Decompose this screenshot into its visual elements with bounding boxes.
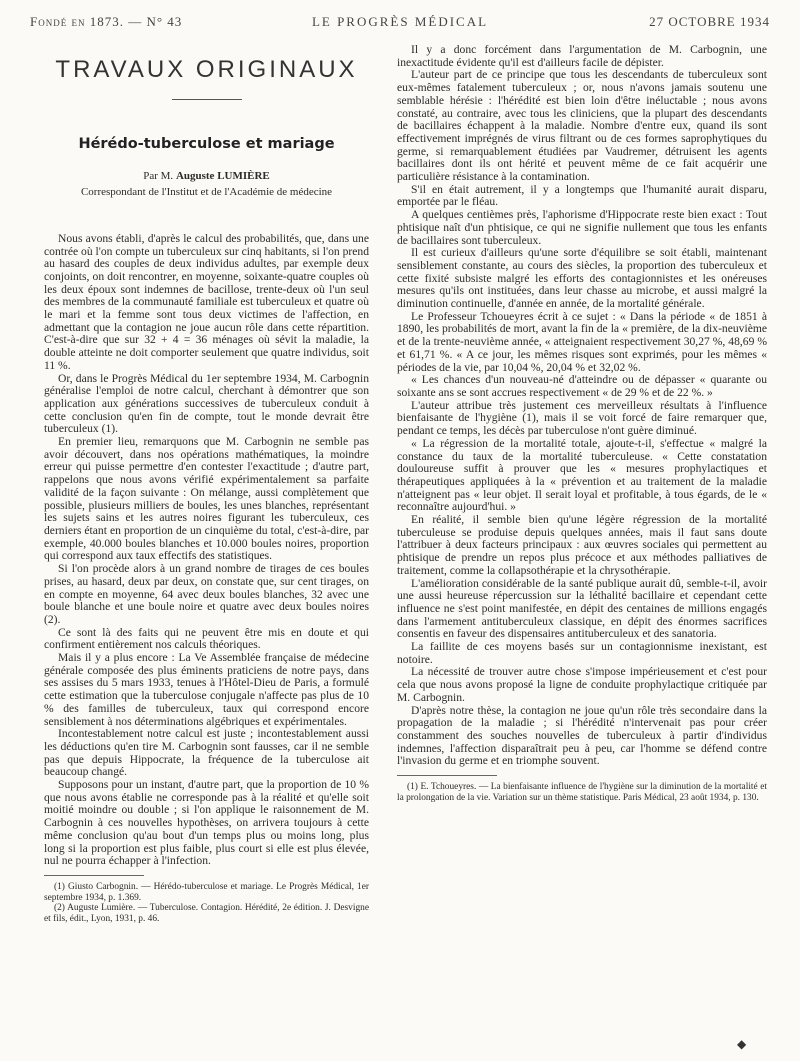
body-paragraph: L'auteur part de ce principe que tous les descendants de tuberculeux sont eux-mêmes fatalement tuberculeux ; or, nous n'avons jamais soutenu une semblable hérésie : l'hérédité est bien loin d'être inéluctable ; nous avons constaté, au contraire, avec tous les cliniciens, que la plupart des descendants de bacillaires échappent à la maladie. Nombre d'entre eux, quand ils sont effectivement imprégnés de virus filtrant ou de ces formes saprophytiques du germe, si remarquablement étudiées par Vaudremer, détruisent les agents bacillaires dont ils ont hérité et peuvent même de ce fait acquérir une particulière résistance à la contamination.	[397, 68, 767, 184]
footnote: (1) E. Tchoueyres. — La bienfaisante influence de l'hygiène sur la diminution de la mortalité et la prolongation de la vie. Variation sur un thème statistique. Paris Médical, 23 août 1934, p. 130.	[397, 782, 767, 803]
body-paragraph: Ce sont là des faits qui ne peuvent être mis en doute et qui confirment entièrement nos calculs théoriques.	[44, 625, 369, 652]
footnote-rule	[44, 875, 144, 876]
body-paragraph: En premier lieu, remarquons que M. Carbognin ne semble pas avoir découvert, dans nos opérations mathématiques, la moindre erreur qui puisse permettre d'en contester l'exactitude ; d'autre part, rappelons que nous avons vérifié expérimentalement sa parfaite validité de la façon suivante : On mélange, aussi complètement que possible, plusieurs milliers de boules, les unes blanches, représentant les sujets sains et les autres noires figurant les tuberculeux, ces derniers étant en proportion de un cinquième du total, c'est-à-dire, par exemple, 40.000 boules blanches et 10.000 boules noires, proportion qui correspond aux taux effectifs des statistiques.	[44, 435, 369, 563]
right-footnotes	[397, 782, 767, 803]
byline-prefix: Par M.	[143, 170, 174, 183]
left-body-text	[44, 233, 369, 868]
body-paragraph: La nécessité de trouver autre chose s'impose impérieusement et c'est pour cela que nous avons proposé la ligne de conduite prophylactique critiquée par M. Carbognin.	[397, 665, 767, 704]
body-paragraph: Nous avons établi, d'après le calcul des probabilités, que, dans une contrée où l'on compte un tuberculeux sur cinq habitants, si l'on prend au hasard des couples de deux individus adultes, par exemple deux conjoints, on doit rencontrer, en moyenne, soixante-quatre couples où les deux époux sont indemnes de bacillose, trente-deux où l'un seul des membres de la communauté familiale est tuberculeux et quatre où le mari et la femme sont tous deux victimes de l'affection, en admettant que la contagion ne joue aucun rôle dans cette répartition. C'est-à-dire que sur 32 + 4 = 36 ménages où sévit la maladie, la double atteinte ne doit comporter seulement que quatre individus, soit 11 %.	[44, 231, 369, 372]
footnote: (2) Auguste Lumière. — Tuberculose. Contagion. Hérédité, 2e édition. J. Desvigne et fils, édit., Lyon, 1931, p. 46.	[44, 903, 369, 924]
body-paragraph: S'il en était autrement, il y a longtemps que l'humanité aurait disparu, emportée par le fléau.	[397, 182, 767, 209]
body-paragraph: La faillite de ces moyens basés sur un contagionnisme inexistant, est notoire.	[397, 640, 767, 666]
end-ornament: ◆	[737, 1037, 747, 1051]
body-paragraph: D'après notre thèse, la contagion ne joue qu'un rôle très secondaire dans la propagation de la maladie ; si l'hérédité n'intervenait pas pour créer constamment des souches nouvelles de tuberculeux à partir d'individus indemnes, l'affection disparaîtrait peu à peu, car l'homme se défend contre l'invasion du germe et en triomphe souvent.	[397, 703, 767, 768]
right-column	[397, 44, 767, 803]
body-paragraph: « Les chances d'un nouveau-né d'atteindre ou de dépasser « quarante ou soixante ans se sont accrues respectivement « de 29 % et de 22 %. »	[397, 373, 767, 399]
header-founded: Fondé en 1873. — N° 43	[30, 14, 183, 29]
footnote: (1) Giusto Carbognin. — Hérédo-tuberculose et mariage. Le Progrès Médical, 1er septembre 1934, p. 1.369.	[44, 881, 369, 903]
body-paragraph: Or, dans le Progrès Médical du 1er septembre 1934, M. Carbognin généralise l'emploi de notre calcul, cherchant à démontrer que son application aux générations successives de tuberculeux conduit à cette conclusion qu'en fin de compte, tout le monde devrait être tuberculeux (1).	[44, 371, 369, 436]
article-title: Hérédo-tuberculose et mariage	[78, 135, 335, 152]
footnote-rule	[397, 775, 497, 776]
running-header	[30, 14, 770, 34]
body-paragraph: En réalité, il semble bien qu'une légère régression de la mortalité tuberculeuse se produise depuis quelques années, mais il faut sans doute l'attribuer à deux facteurs principaux : aux œuvres sociales qui permettent au phtisique de prendre un repos plus précoce et aux méthodes palliatives de traitement, comme la collapsothérapie et la chrysothérapie.	[397, 513, 767, 577]
body-paragraph: Supposons pour un instant, d'autre part, que la proportion de 10 % que nous avons établie ne corresponde pas à la réalité et qu'elle soit moitié moindre ou double ; si l'on applique le raisonnement de M. Carbognin à ces nouvelles hypothèses, on arrivera toujours à cette même conclusion qu'au bout d'un temps plus ou moins long, plus long si la proportion est plus faible, plus court si elle est plus élevée, nul ne pourra échapper à l'infection.	[44, 778, 369, 868]
body-paragraph: Mais il y a plus encore : La Ve Assemblée française de médecine générale composée des plus éminents praticiens de notre pays, dans ses assises du 5 mars 1933, tenues à l'Hôtel-Dieu de Paris, a formulé cette estimation que la tuberculose conjugale n'affecte pas plus de 10 % des familles de tuberculeux, taux qui correspond encore sensiblement à nos déterminations algébriques et expérimentales.	[44, 651, 369, 728]
body-paragraph: Si l'on procède alors à un grand nombre de tirages de ces boules prises, au hasard, deux par deux, on constate que, sur cent tirages, on en compte en moyenne, 64 avec deux boules blanches, 32 avec une boule blanche et une boule noire et quatre avec deux boules noires (2).	[44, 562, 369, 626]
title-rule	[172, 99, 242, 100]
body-paragraph: L'auteur attribue très justement ces merveilleux résultats à l'influence bienfaisante de l'hygiène (1), mais il se voit forcé de faire remarquer que, pendant ce temps, les décès par tuberculose n'ont guère diminué.	[397, 398, 767, 438]
body-paragraph: L'amélioration considérable de la santé publique aurait dû, semble-t-il, avoir une aussi heureuse répercussion sur la léthalité bacillaire et cependant cette influence ne s'est point manifestée, en dépit des centaines de millions engagés dans l'armement antituberculeux classique, en dépit des énormes sacrifices consentis en faveur des dispensaires antituberculeux et des sanatoria.	[397, 576, 767, 641]
left-footnotes	[44, 882, 369, 924]
byline	[44, 170, 369, 183]
author-name: Auguste LUMIÈRE	[175, 170, 270, 183]
section-title: TRAVAUX ORIGINAUX	[55, 56, 358, 83]
header-date: 27 OCTOBRE 1934	[649, 14, 770, 29]
author-affiliation: Correspondant de l'Institut et de l'Académie de médecine	[80, 186, 333, 199]
journal-title: LE PROGRÈS MÉDICAL	[311, 14, 489, 29]
body-paragraph: Il est curieux d'ailleurs qu'une sorte d'équilibre se soit établi, maintenant sensiblement constante, au cours des siècles, la proportion des tuberculeux et cette fixité subsiste malgré les efforts des contagionnistes et les onéreuses mesures qu'ils ont instituées, dans leur chasse au microbe, et aussi malgré la diminution continuelle, d'année en année, de la mortalité générale.	[397, 246, 767, 311]
body-paragraph: « La régression de la mortalité totale, ajoute-t-il, s'effectue « malgré la constance du taux de la mortalité tuberculeuse. « Cette constatation douloureuse suffit à prouver que les « mesures prophylactiques et thérapeutiques appliquées à la « prévention et au traitement de la maladie n'atteignent pas « leur objet. Il serait loyal et profitable, à tous égards, de le « reconnaître aujourd'hui. »	[397, 436, 767, 514]
body-paragraph: Il y a donc forcément dans l'argumentation de M. Carbognin, une inexactitude évidente qu'il est d'ailleurs facile de dépister.	[397, 43, 767, 69]
right-body-text	[397, 44, 767, 768]
body-paragraph: Incontestablement notre calcul est juste ; incontestablement aussi les déductions qu'en tire M. Carbognin sont fausses, car il ne semble pas que depuis Hippocrate, la fréquence de la tuberculose ait beaucoup changé.	[44, 727, 369, 779]
left-column	[44, 44, 369, 924]
body-paragraph: A quelques centièmes près, l'aphorisme d'Hippocrate reste bien exact : Tout phtisique naît d'un phtisique, ce qui ne signifie nullement que tous les enfants de bacillaires sont tuberculeux.	[397, 208, 767, 247]
body-paragraph: Le Professeur Tchoueyres écrit à ce sujet : « Dans la période « de 1851 à 1890, les probabilités de mort, avant la fin de la « première, de la dix-neuvième et de la trente-neuvième année, « atteignaient respectivement 30,27 %, 48,69 % et 61,71 %. « A ce jour, les mêmes risques sont exprimés, pour les mêmes « périodes de la vie, par 10,04 %, 20,04 % et 32,02 %.	[397, 309, 767, 374]
